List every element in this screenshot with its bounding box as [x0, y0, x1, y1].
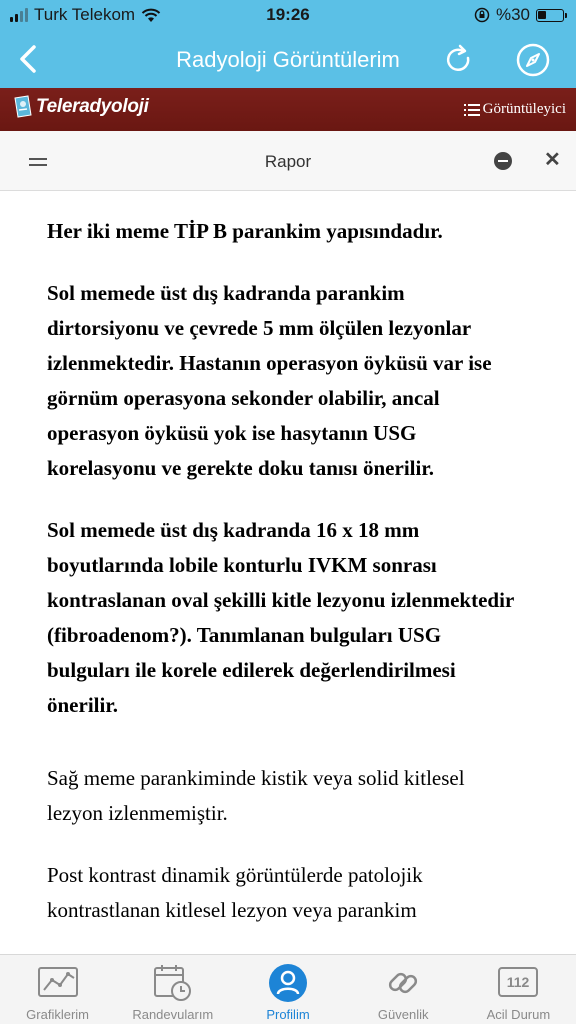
report-paragraph: Her iki meme TİP B parankim yapısındadır. [47, 219, 443, 243]
tab-label: Güvenlik [377, 1007, 429, 1022]
battery-icon [536, 9, 564, 22]
orientation-lock-icon [474, 7, 490, 23]
report-paragraph: Sol memede üst dış kadranda parankim dirtorsiyonu ve çevrede 5 mm ölçülen lezyonlar izlenmektedir. Hastanın operasyon öyküsü var ise görnüm operasyona sekonder olabilir, ancal operasyon öyküsü yok ise hasytanın USG korelasyonu ve gerekte doku tanısı önerilir. [47, 281, 492, 480]
page-title: Radyoloji Görüntülerim [176, 47, 400, 72]
viewer-label: Görüntüleyici [482, 101, 566, 117]
emergency-112-icon [496, 963, 540, 1003]
viewer-link[interactable] [464, 101, 566, 118]
carrier-name: Turk Telekom [34, 5, 136, 24]
refresh-icon [441, 42, 477, 78]
tab-profilim[interactable] [230, 955, 345, 1024]
report-content[interactable] [47, 214, 517, 954]
brand-bar [0, 88, 576, 131]
list-icon [464, 103, 480, 117]
tab-label: Acil Durum [486, 1007, 551, 1022]
status-right [474, 5, 564, 25]
compass-button[interactable] [515, 42, 551, 78]
report-paragraph: Post kontrast dinamik görüntülerde patolojik kontrastlanan kitlesel lezyon veya parankim [47, 863, 423, 922]
profile-icon [266, 963, 310, 1003]
logo-mark-icon [12, 94, 34, 120]
emergency-badge: 112 [507, 974, 530, 990]
battery-percent: %30 [495, 5, 530, 24]
brand-name: Teleradyoloji [36, 96, 149, 117]
tab-label: Profilim [266, 1007, 310, 1022]
tab-bar [0, 954, 576, 1024]
tab-guvenlik[interactable] [346, 955, 461, 1024]
minimize-button[interactable] [494, 152, 512, 170]
compass-icon [515, 42, 551, 78]
tab-grafiklerim[interactable] [0, 955, 115, 1024]
tab-acil-durum[interactable] [461, 955, 576, 1024]
refresh-button[interactable] [441, 42, 477, 78]
report-title: Rapor [264, 152, 312, 171]
close-icon: ✕ [544, 149, 561, 171]
status-time: 19:26 [266, 5, 310, 24]
tab-label: Grafiklerim [26, 1007, 90, 1022]
report-paragraph: Sol memede üst dış kadranda 16 x 18 mm boyutlarında lobile konturlu IVKM sonrası kontraslanan oval şekilli kitle lezyonu izlenmektedir (fibroadenom?). Tanımlanan bulguları USG bulguları ile korele edilerek değerlendirilmesi önerilir. [47, 518, 514, 717]
chart-icon [36, 963, 80, 1003]
link-icon [381, 963, 425, 1003]
report-paragraph: Sağ meme parankiminde kistik veya solid kitlesel lezyon izlenmemiştir. [47, 766, 465, 825]
tab-label: Randevularım [132, 1007, 214, 1022]
report-header [0, 131, 576, 191]
nav-bar [0, 30, 576, 88]
status-bar [0, 0, 576, 30]
close-button[interactable] [544, 147, 561, 172]
tab-randevularim[interactable] [115, 955, 230, 1024]
teleradyoloji-logo[interactable] [12, 94, 149, 120]
calendar-clock-icon [151, 963, 195, 1003]
